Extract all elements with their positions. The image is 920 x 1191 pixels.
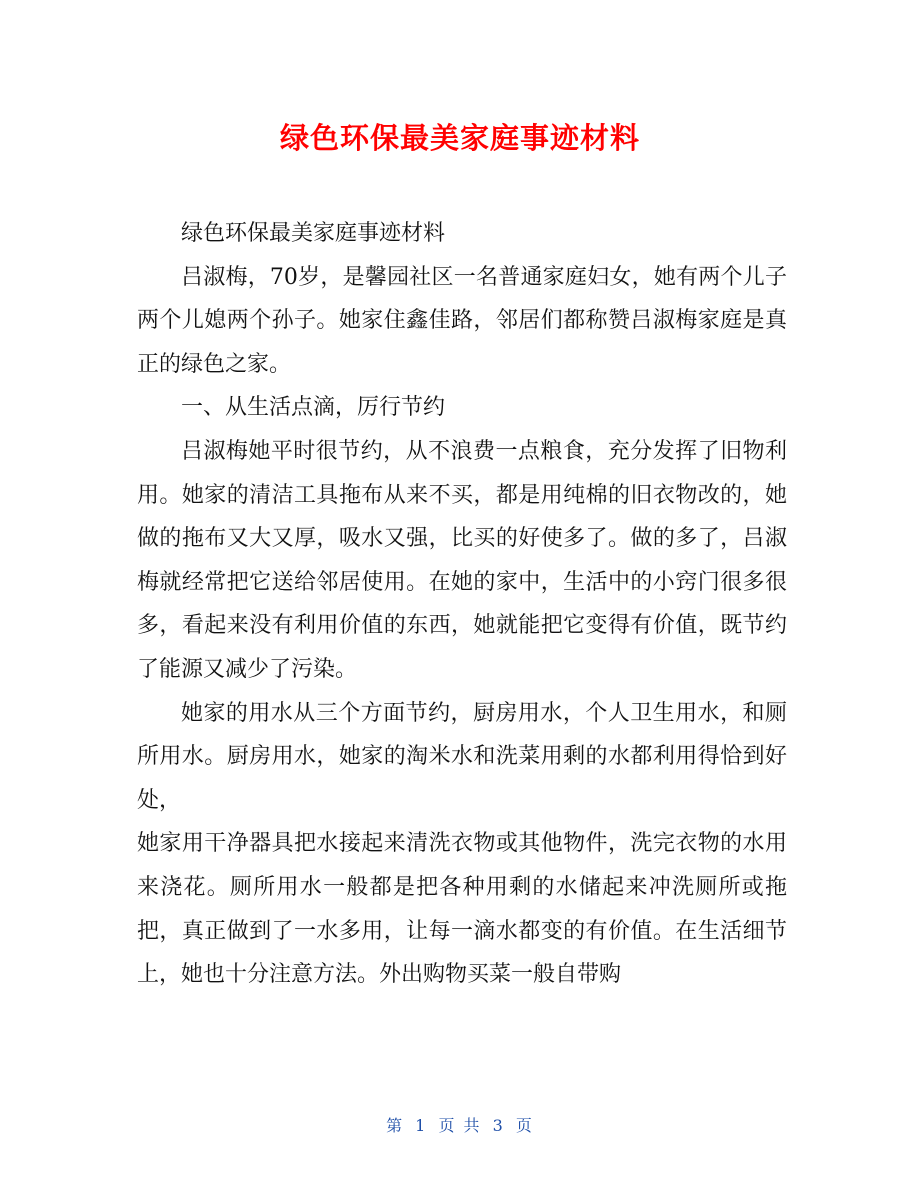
paragraph: 吕淑梅，70岁，是馨园社区一名普通家庭妇女，她有两个儿子两个儿媳两个孙子。她家住鑫佳路，邻居们都称赞吕淑梅家庭是真正的绿色之家。 (137, 264, 787, 377)
paragraph: 她家用干净器具把水接起来清洗衣物或其他物件，洗完衣物的水用来浇花。厕所用水一般都是把各种用剩的水储起来冲洗厕所或拖把，真正做到了一水多用，让每一滴水都变的有价值。在生活细节上，她也十分注意方法。外出购物买菜一般自带购 (137, 831, 787, 988)
page-footer (0, 1113, 920, 1136)
footer-suffix: 页 (515, 1116, 534, 1135)
paragraph: 吕淑梅她平时很节约，从不浪费一点粮食，充分发挥了旧物利用。她家的清洁工具拖布从来不买，都是用纯棉的旧衣物改的，她做的拖布又大又厚，吸水又强，比买的好使多了。做的多了，吕淑梅就经常把它送给邻居使用。在她的家中，生活中的小窍门很多很多，看起来没有利用价值的东西，她就能把它变得有价值，既节约了能源又减少了污染。 (137, 438, 787, 682)
footer-current-page: 1 (415, 1116, 428, 1135)
document-body (137, 212, 787, 997)
footer-total-pages: 3 (492, 1116, 505, 1135)
paragraph: 她家的用水从三个方面节约，厨房用水，个人卫生用水，和厕所用水。厨房用水，她家的淘米水和洗菜用剩的水都利用得恰到好处， (137, 700, 787, 813)
footer-middle: 页 共 (438, 1116, 482, 1135)
footer-prefix: 第 (386, 1116, 405, 1135)
paragraph: 绿色环保最美家庭事迹材料 (181, 221, 446, 246)
document-title: 绿色环保最美家庭事迹材料 (279, 121, 640, 155)
paragraph: 一、从生活点滴，厉行节约 (181, 395, 446, 421)
